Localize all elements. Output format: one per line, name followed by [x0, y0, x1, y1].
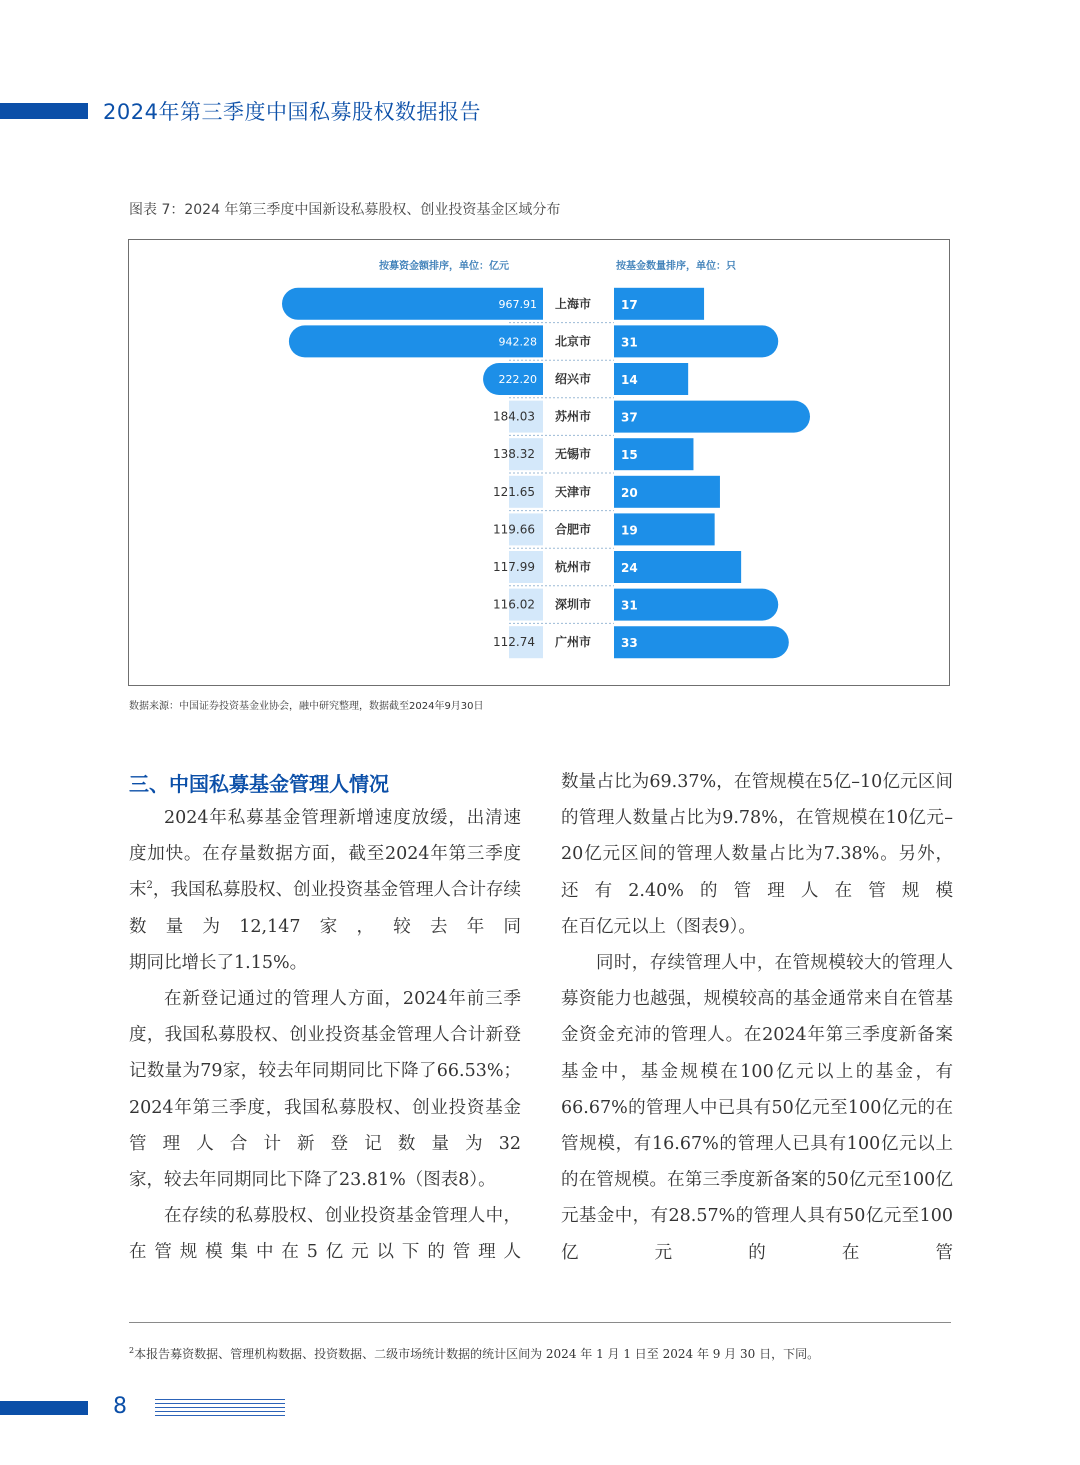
count-value-label: 17	[621, 297, 638, 312]
count-bar	[614, 401, 810, 433]
report-header-title: 2024年第三季度中国私募股权数据报告	[103, 100, 481, 124]
amount-value-label: 121.65	[493, 484, 535, 499]
page-number: 8	[113, 1394, 127, 1419]
city-label: 广州市	[555, 635, 592, 650]
footer-decorative-lines	[155, 1399, 285, 1417]
data-source: 数据来源：中国证券投资基金业协会，融中研究整理，数据截至2024年9月30日	[129, 701, 484, 712]
right-column	[561, 764, 953, 1271]
count-bar	[614, 325, 778, 357]
city-label: 无锡市	[555, 447, 592, 462]
city-label: 绍兴市	[555, 372, 592, 386]
count-value-label: 14	[621, 373, 638, 387]
city-label: 北京市	[555, 334, 592, 349]
amount-value-label: 222.20	[498, 373, 537, 386]
count-value-label: 37	[621, 410, 638, 425]
left-column	[129, 800, 521, 1271]
amount-value-label: 138.32	[493, 447, 535, 462]
city-label: 杭州市	[555, 560, 592, 574]
regional-distribution-chart	[129, 240, 951, 687]
chart-frame	[128, 239, 950, 686]
paragraph: 在存续的私募股权、创业投资基金管理人中，在管规模集中在5亿元以下的管理人	[129, 1206, 522, 1263]
amount-value-label: 942.28	[498, 335, 537, 349]
count-value-label: 33	[621, 636, 638, 651]
amount-value-label: 112.74	[493, 635, 535, 650]
count-value-label: 31	[621, 335, 638, 350]
footnote	[129, 1345, 819, 1362]
paragraph: 同时，存续管理人中，在管规模较大的管理人募资能力也越强，规模较高的基金通常来自在管基金资金充沛的管理人。在2024年第三季度新备案基金中，基金规模在100亿元以上的基金，有66.67%的管理人中已具有50亿元至100亿元的在管规模，有16.67%的管理人已具有100亿元以上的在管规模。在第三季度新备案的50亿元至100亿元基金中，有28.57%的管理人具有50亿元至100亿元的在管	[561, 953, 954, 1263]
footnote-divider	[129, 1322, 951, 1323]
amount-value-label: 967.91	[498, 297, 537, 311]
city-label: 上海市	[555, 296, 592, 311]
paragraph: 2024年私募基金管理新增速度放缓，出清速度加快。在存量数据方面，截至2024年第三季度末$^2$，我国私募股权、创业投资基金管理人合计存续数量为12,147家，较去年同	[129, 808, 522, 937]
footnote-ref: 2	[146, 880, 153, 892]
header-accent-bar	[0, 103, 88, 119]
amount-value-label: 116.02	[493, 597, 535, 612]
city-label: 深圳市	[555, 597, 592, 612]
count-bar	[614, 626, 789, 658]
city-label: 天津市	[555, 484, 592, 499]
chart-left-header: 按募资金额排序，单位：亿元	[379, 261, 509, 272]
paragraph-end: 家，较去年同期同比下降了23.81%（图表8）。	[129, 1170, 496, 1191]
footnote-text: 本报告募资数据、管理机构数据、投资数据、二级市场统计数据的统计区间为 2024 年 1 月 1 日至 2024 年 9 月 30 日，下同。	[134, 1347, 820, 1361]
count-value-label: 20	[621, 485, 638, 500]
footer-accent-bar	[0, 1401, 88, 1415]
amount-value-label: 117.99	[493, 560, 535, 574]
count-value-label: 15	[621, 448, 638, 463]
city-label: 合肥市	[555, 522, 592, 537]
chart-right-header: 按基金数量排序，单位：只	[616, 261, 736, 272]
count-value-label: 19	[621, 523, 638, 538]
paragraph-end: 期同比增长了1.15%。	[129, 952, 308, 973]
count-value-label: 31	[621, 598, 638, 613]
city-label: 苏州市	[555, 409, 592, 424]
amount-value-label: 119.66	[493, 522, 535, 537]
count-value-label: 24	[621, 561, 638, 575]
footnote-mark: 2	[129, 1346, 135, 1355]
section-title: 三、中国私募基金管理人情况	[129, 772, 389, 796]
paragraph: 数量占比为69.37%，在管规模在5亿–10亿元区间的管理人数量占比为9.78%，在管规模在10亿元–20亿元区间的管理人数量占比为7.38%。另外，还有2.40%的管理人在管规模	[561, 772, 954, 901]
paragraph: 在新登记通过的管理人方面，2024年前三季度，我国私募股权、创业投资基金管理人合计新登记数量为79家，较去年同期同比下降了66.53%；2024年第三季度，我国私募股权、创业投资基金管理人合计新登记数量为32	[129, 989, 521, 1154]
paragraph-end: 在百亿元以上（图表9）。	[561, 916, 756, 937]
amount-value-label: 184.03	[493, 409, 535, 424]
figure-caption: 图表 7：2024 年第三季度中国新设私募股权、创业投资基金区域分布	[129, 202, 561, 218]
count-bar	[614, 589, 778, 621]
